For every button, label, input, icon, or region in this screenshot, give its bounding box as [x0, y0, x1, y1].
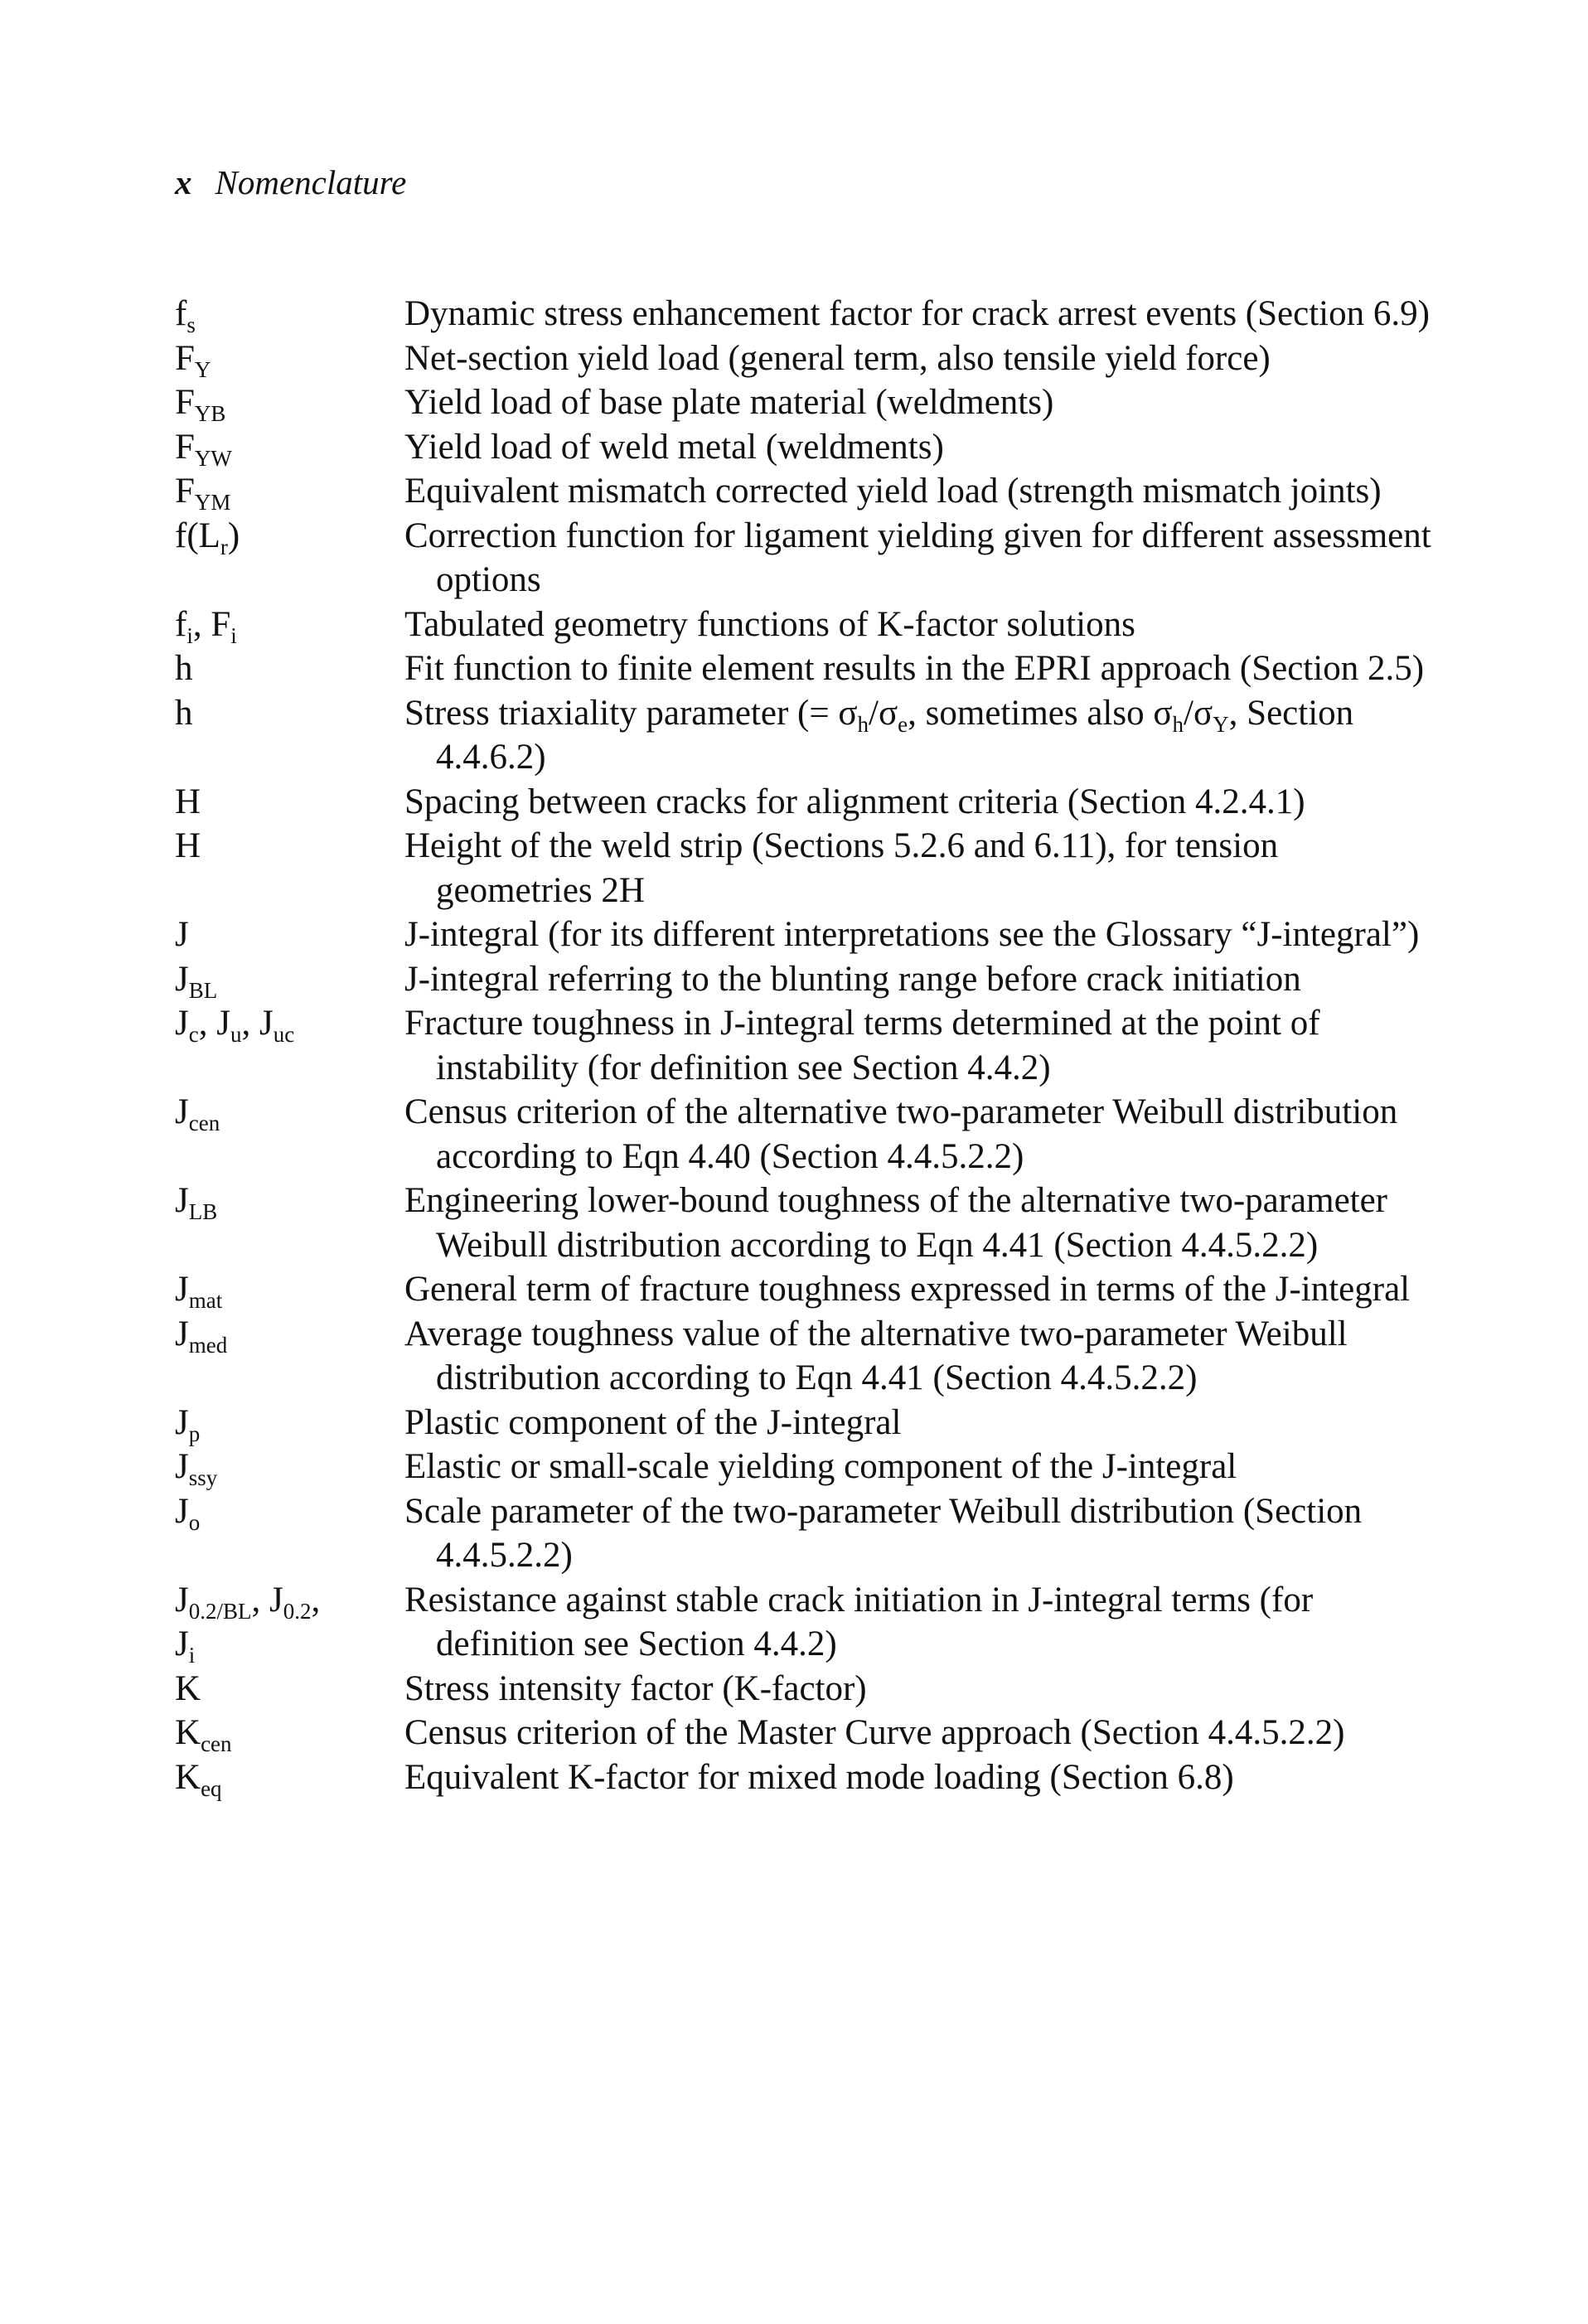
nomenclature-entry — [175, 380, 1435, 425]
entry-symbol: h — [175, 693, 193, 733]
nomenclature-entry — [175, 469, 1435, 514]
entry-definition: Elastic or small-scale yielding component of the J-integral — [404, 1447, 1237, 1486]
entry-symbol: $J_{mat}$ — [175, 1270, 223, 1314]
entry-symbol: H — [175, 826, 201, 865]
nomenclature-entry — [175, 1445, 1435, 1489]
entry-symbol: $F_{YB}$ — [175, 383, 226, 427]
running-header — [175, 162, 406, 202]
nomenclature-entry — [175, 1267, 1435, 1312]
entry-symbol: $J_o$ — [175, 1491, 201, 1535]
running-title: Nomenclature — [215, 163, 407, 201]
nomenclature-entry — [175, 1001, 1435, 1090]
nomenclature-entry — [175, 691, 1435, 780]
entry-symbol: h — [175, 649, 193, 688]
entry-symbol: $J_{0.2/BL}$, $J_{0.2}$, $J_i$ — [175, 1580, 321, 1668]
nomenclature-entry — [175, 957, 1435, 1002]
nomenclature-entry — [175, 1312, 1435, 1401]
nomenclature-entry — [175, 780, 1435, 825]
entry-definition: Yield load of weld metal (weldments) — [404, 427, 944, 467]
entry-definition: Correction function for ligament yielding given for different assessment options — [404, 516, 1431, 599]
entry-definition: J-integral (for its different interpretations see the Glossary “J-integral”) — [404, 915, 1420, 954]
entry-symbol: $J_{BL}$ — [175, 959, 218, 1003]
entry-symbol: $J_c$, $J_u$, $J_{uc}$ — [175, 1004, 295, 1048]
entry-symbol: $F_{YW}$ — [175, 427, 232, 471]
nomenclature-entry — [175, 913, 1435, 957]
nomenclature-entry — [175, 824, 1435, 913]
entry-symbol: $J_{ssy}$ — [175, 1447, 218, 1491]
entry-definition: Average toughness value of the alternative two-parameter Weibull distribution according to Eqn 4.41 (Section 4.4.5.2.2) — [404, 1314, 1348, 1397]
nomenclature-entry — [175, 1090, 1435, 1179]
nomenclature-entry — [175, 292, 1435, 336]
nomenclature-entry — [175, 336, 1435, 381]
entry-symbol: $f(L_r)$ — [175, 516, 240, 559]
entry-symbol: J — [175, 915, 189, 954]
entry-definition: Engineering lower-bound toughness of the alternative two-parameter Weibull distribution according to Eqn 4.41 (Section 4.4.5.2.2) — [404, 1181, 1388, 1265]
entry-definition: General term of fracture toughness expressed in terms of the J-integral — [404, 1270, 1411, 1309]
entry-symbol: $K_{eq}$ — [175, 1757, 222, 1801]
entry-definition: Census criterion of the alternative two-parameter Weibull distribution according to Eqn 4.40 (Section 4.4.5.2.2) — [404, 1092, 1398, 1176]
entry-definition: Tabulated geometry functions of K-factor solutions — [404, 604, 1135, 644]
entry-symbol: H — [175, 782, 201, 821]
nomenclature-entry — [175, 425, 1435, 470]
page-number: x — [175, 163, 192, 201]
entry-definition: Net-section yield load (general term, also tensile yield force) — [404, 338, 1271, 378]
nomenclature-entry — [175, 1179, 1435, 1267]
entry-definition: Equivalent mismatch corrected yield load (strength mismatch joints) — [404, 472, 1382, 511]
entry-symbol: $f_i$, $F_i$ — [175, 604, 237, 648]
entry-definition: Yield load of base plate material (weldments) — [404, 383, 1054, 422]
nomenclature-entry — [175, 603, 1435, 647]
entry-definition: Fracture toughness in J-integral terms determined at the point of instability (for definition see Section 4.4.2) — [404, 1004, 1320, 1087]
nomenclature-entry — [175, 1489, 1435, 1578]
nomenclature-entry — [175, 1578, 1435, 1667]
nomenclature-entry — [175, 1401, 1435, 1445]
entry-symbol: $f_s$ — [175, 294, 196, 338]
entry-symbol: $F_Y$ — [175, 338, 211, 382]
entry-definition: Spacing between cracks for alignment criteria (Section 4.2.4.1) — [404, 782, 1305, 821]
entry-definition: Stress triaxiality parameter (= $\sigma_h/\sigma_e$, sometimes also $\sigma_h/\sigma_Y$, Section 4.4.6.2) — [404, 693, 1354, 777]
nomenclature-entry — [175, 1711, 1435, 1755]
entry-definition: Dynamic stress enhancement factor for crack arrest events (Section 6.9) — [404, 294, 1430, 333]
entry-definition: Plastic component of the J-integral — [404, 1402, 902, 1442]
entry-definition: J-integral referring to the blunting range before crack initiation — [404, 959, 1301, 999]
entry-symbol: $J_{cen}$ — [175, 1092, 220, 1136]
entry-definition: Stress intensity factor (K-factor) — [404, 1668, 867, 1708]
nomenclature-list — [175, 292, 1435, 1799]
entry-definition: Census criterion of the Master Curve approach (Section 4.4.5.2.2) — [404, 1713, 1345, 1752]
nomenclature-entry — [175, 1667, 1435, 1712]
entry-definition: Resistance against stable crack initiation in J-integral terms (for definition see Section 4.4.2) — [404, 1580, 1314, 1663]
entry-symbol: $F_{YM}$ — [175, 472, 231, 516]
nomenclature-entry — [175, 646, 1435, 691]
entry-definition: Equivalent K-factor for mixed mode loading (Section 6.8) — [404, 1757, 1234, 1797]
nomenclature-entry — [175, 1755, 1435, 1800]
entry-symbol: $J_{LB}$ — [175, 1181, 218, 1225]
entry-symbol: $J_p$ — [175, 1402, 201, 1446]
entry-definition: Scale parameter of the two-parameter Weibull distribution (Section 4.4.5.2.2) — [404, 1491, 1363, 1575]
nomenclature-entry — [175, 514, 1435, 603]
entry-definition: Height of the weld strip (Sections 5.2.6 and 6.11), for tension geometries 2H — [404, 826, 1279, 910]
entry-symbol: $J_{med}$ — [175, 1314, 228, 1358]
entry-symbol: K — [175, 1668, 201, 1708]
entry-definition: Fit function to finite element results in the EPRI approach (Section 2.5) — [404, 649, 1425, 688]
entry-symbol: $K_{cen}$ — [175, 1713, 232, 1757]
